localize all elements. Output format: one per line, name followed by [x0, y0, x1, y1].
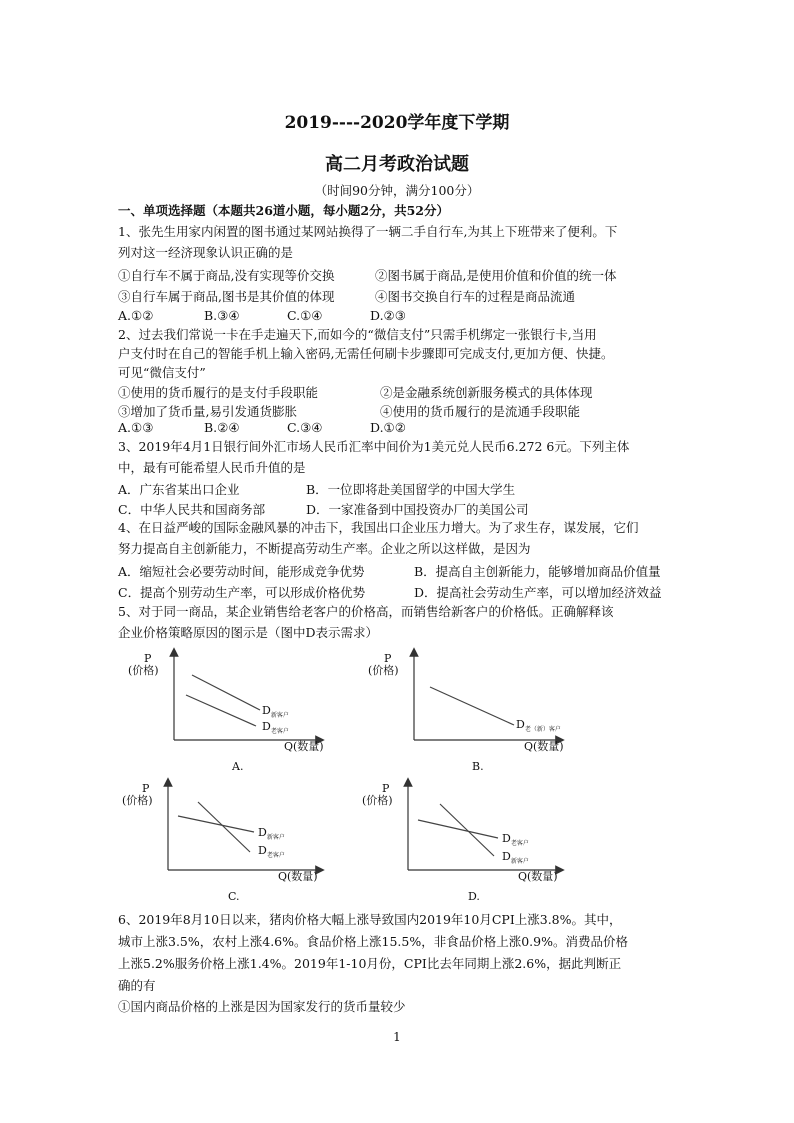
- q1-statement-1: ①自行车不属于商品,没有实现等价交换: [118, 268, 335, 283]
- q4-stem-line1: 4、在日益严峻的国际金融风暴的冲击下，我国出口企业压力增大。为了求生存，谋发展，它们: [118, 520, 639, 535]
- d-old-label: $D_{老客户}$: [258, 844, 285, 859]
- price-label: (价格): [368, 664, 399, 677]
- q3-option-b: B．一位即将赴美国留学的中国大学生: [306, 482, 516, 497]
- p-label: P: [144, 652, 152, 665]
- q5-graph-b: [360, 650, 590, 775]
- q2-stem-line3: 可见“微信支付”: [118, 365, 206, 380]
- q3-option-a: A．广东省某出口企业: [118, 482, 240, 497]
- caption-c: C.: [228, 890, 240, 903]
- q2-statement-2: ②是金融系统创新服务模式的具体体现: [380, 385, 593, 400]
- q4-option-d: D．提高社会劳动生产率，可以增加经济效益: [414, 585, 662, 600]
- q6-stem-line4: 确的有: [118, 978, 156, 993]
- q1-statement-2: ②图书属于商品,是使用价值和价值的统一体: [375, 268, 617, 283]
- q2-stem-line1: 2、过去我们常说一卡在手走遍天下,而如今的“微信支付”只需手机绑定一张银行卡,当用: [118, 327, 597, 342]
- d-new-label: $D_{新客户}$: [502, 850, 529, 865]
- q2-statement-1: ①使用的货币履行的是支付手段职能: [118, 385, 319, 400]
- page-number: 1: [393, 1030, 401, 1044]
- q5-stem-line2: 企业价格策略原因的图示是（图中D表示需求）: [118, 625, 379, 640]
- section-heading: 一、单项选择题（本题共26道小题，每小题2分，共52分）: [118, 203, 449, 218]
- p-label: P: [384, 652, 392, 665]
- q3-stem-line2: 中，最有可能希望人民币升值的是: [118, 460, 306, 475]
- exam-title: 高二月考政治试题: [325, 154, 469, 175]
- d-new-label: $D_{新客户}$: [262, 704, 289, 719]
- q2-statement-3: ③增加了货币量,易引发通货膨胀: [118, 404, 297, 419]
- price-label: (价格): [362, 794, 393, 807]
- demand-line-flat: [418, 820, 498, 838]
- q1-option-d: D.②③: [370, 308, 406, 323]
- q5-graph-a: [120, 650, 350, 775]
- q5-graph-d: [360, 780, 590, 905]
- demand-line-steep: [440, 804, 494, 856]
- q1-stem-line2: 列对这一经济现象认识正确的是: [118, 245, 294, 260]
- exam-year-title: 2019----2020学年度下学期: [284, 113, 510, 133]
- q-label: Q(数量): [518, 870, 558, 883]
- q3-stem-line1: 3、2019年4月1日银行间外汇市场人民币汇率中间价为1美元兑人民币6.272 6元。下列主体: [118, 439, 630, 454]
- price-label: (价格): [128, 664, 159, 677]
- q2-option-b: B.②④: [204, 420, 240, 435]
- q4-option-a: A．缩短社会必要劳动时间，能形成竞争优势: [118, 564, 365, 579]
- q4-option-c: C．提高个别劳动生产率，可以形成价格优势: [118, 585, 366, 600]
- q2-option-d: D.①②: [370, 420, 406, 435]
- q1-option-b: B.③④: [204, 308, 240, 323]
- q6-stem-line2: 城市上涨3.5%，农村上涨4.6%。食品价格上涨15.5%，非食品价格上涨0.9%。消费品价格: [118, 934, 628, 949]
- exam-info: （时间90分钟，满分100分）: [314, 183, 480, 198]
- q-label: Q(数量): [524, 740, 564, 753]
- q2-option-a: A.①③: [118, 420, 154, 435]
- q3-option-c: C．中华人民共和国商务部: [118, 502, 266, 517]
- q-label: Q(数量): [278, 870, 318, 883]
- d-old-label: $D_{老客户}$: [262, 720, 289, 735]
- price-label: (价格): [122, 794, 153, 807]
- q3-option-d: D．一家准备到中国投资办厂的美国公司: [306, 502, 529, 517]
- caption-b: B.: [472, 760, 484, 773]
- q1-statement-4: ④图书交换自行车的过程是商品流通: [375, 289, 576, 304]
- q-label: Q(数量): [284, 740, 324, 753]
- q6-statement-1: ①国内商品价格的上涨是因为国家发行的货币量较少: [118, 999, 406, 1014]
- demand-line-combined: [430, 687, 514, 725]
- d-old-label: $D_{老客户}$: [502, 832, 529, 847]
- q2-statement-4: ④使用的货币履行的是流通手段职能: [380, 404, 581, 419]
- q2-stem-line2: 户支付时在自己的智能手机上输入密码,无需任何刷卡步骤即可完成支付,更加方便、快捷。: [118, 346, 614, 361]
- q5-graph-c: [120, 780, 350, 905]
- demand-line-flat: [178, 816, 254, 832]
- q1-statement-3: ③自行车属于商品,图书是其价值的体现: [118, 289, 335, 304]
- caption-d: D.: [468, 890, 480, 903]
- q4-option-b: B．提高自主创新能力，能够增加商品价值量: [414, 564, 661, 579]
- q5-stem-line1: 5、对于同一商品，某企业销售给老客户的价格高，而销售给新客户的价格低。正确解释该: [118, 604, 614, 619]
- d-combined-label: $D_{老(新)客户}$: [516, 718, 561, 733]
- q1-option-a: A.①②: [118, 308, 154, 323]
- d-new-label: $D_{新客户}$: [258, 826, 285, 841]
- demand-line-new: [192, 675, 260, 710]
- demand-line-steep: [198, 802, 250, 852]
- p-label: P: [382, 782, 390, 795]
- q1-option-c: C.①④: [287, 308, 323, 323]
- q6-stem-line1: 6、2019年8月10日以来，猪肉价格大幅上涨导致国内2019年10月CPI上涨3.8%。其中，: [118, 912, 622, 927]
- caption-a: A.: [232, 760, 244, 773]
- q4-stem-line2: 努力提高自主创新能力，不断提高劳动生产率。企业之所以这样做，是因为: [118, 541, 531, 556]
- demand-line-old: [186, 695, 256, 726]
- q6-stem-line3: 上涨5.2%服务价格上涨1.4%。2019年1-10月份，CPI比去年同期上涨2.6%，据此判断正: [118, 956, 622, 971]
- p-label: P: [142, 782, 150, 795]
- q2-option-c: C.③④: [287, 420, 323, 435]
- q1-stem-line1: 1、张先生用家内闲置的图书通过某网站换得了一辆二手自行车,为其上下班带来了便利。下: [118, 224, 618, 239]
